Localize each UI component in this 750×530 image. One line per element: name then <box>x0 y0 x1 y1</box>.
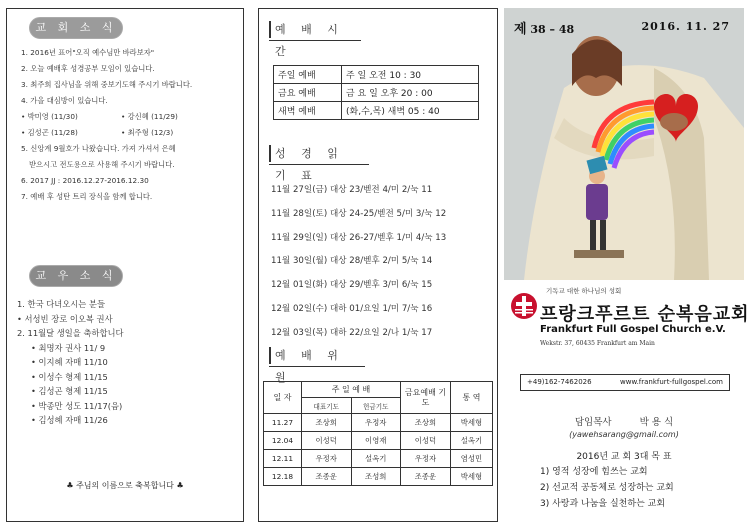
blessing-note: ♣ 주님의 이름으로 축복합니다 ♣ <box>66 481 184 490</box>
table-row <box>274 66 479 84</box>
cover-panel <box>504 8 750 522</box>
notice-item: 1. 2016년 표어"오직 예수님만 바라보자" <box>21 48 155 57</box>
visit-item: • 강신혜 (11/29) <box>121 112 178 121</box>
website-link[interactable]: www.frankfurt-fullgospel.com <box>620 378 723 386</box>
list-item: 11월 30일(월) 대상 28/벧후 2/미 5/눅 14 <box>271 256 433 267</box>
cell: 조종운 <box>401 468 451 486</box>
cell: 설옥기 <box>351 450 401 468</box>
issue-prefix: 제 <box>514 22 527 37</box>
church-logo-icon <box>510 292 538 320</box>
table-row <box>274 84 479 102</box>
cover-illustration <box>504 8 744 280</box>
col-header-leader-prayer: 대표기도 <box>302 398 352 414</box>
visit-item: • 김성곤 (11/28) <box>21 128 78 137</box>
col-header-friday: 금요예배 기도 <box>401 382 451 414</box>
cell: 12.11 <box>264 450 302 468</box>
cell: 12.04 <box>264 432 302 450</box>
cell: 박세형 <box>451 468 493 486</box>
col-header-offering-prayer: 헌금기도 <box>351 398 401 414</box>
cell: 우정자 <box>351 414 401 432</box>
list-item: 12월 02일(수) 대하 01/요일 1/미 7/눅 16 <box>271 303 433 314</box>
pastor-line <box>504 414 744 428</box>
schedule-panel <box>258 8 498 522</box>
bible-reading-list <box>271 179 446 346</box>
denomination: 기독교 대한 하나님의 성회 <box>546 287 622 295</box>
col-header-date: 일 자 <box>264 382 302 414</box>
bulletin-date: 2016. 11. 27 <box>641 20 730 33</box>
table-row <box>274 102 479 120</box>
cover-artwork <box>504 8 744 280</box>
list-item: 11월 29일(일) 대상 26-27/벧후 1/미 4/눅 13 <box>271 232 447 243</box>
pastor-name: 박 용 식 <box>639 417 674 428</box>
church-news-list <box>21 45 237 205</box>
church-address: Wekstr. 37, 60435 Frankfurt am Main <box>540 340 655 347</box>
visit-item: • 박미영 (11/30) <box>21 112 78 121</box>
notice-item: 6. 2017 JJ : 2016.12.27-2016.12.30 <box>21 176 149 185</box>
list-item: 12월 03일(목) 대하 22/요일 2/나 1/눅 17 <box>271 327 433 338</box>
list-item: 11월 27일(금) 대상 23/벧전 4/미 2/눅 11 <box>271 185 433 195</box>
notice-item: 7. 예배 후 성탄 트리 장식을 함께 합니다. <box>21 192 153 201</box>
birthday-item: • 이성수 형제 11/15 <box>31 371 108 382</box>
cell: 조상희 <box>302 414 352 432</box>
table-row <box>264 432 493 450</box>
member-item: 2. 11월달 생일을 축하합니다 <box>17 328 124 338</box>
birthday-item: • 김성혜 자매 11/26 <box>31 415 108 425</box>
cell: 조성희 <box>351 468 401 486</box>
cell: 이성덕 <box>302 432 352 450</box>
worship-name: 주일 예배 <box>274 66 342 84</box>
issue-value: 38 – 48 <box>530 23 575 36</box>
cell: 이성덕 <box>401 432 451 450</box>
worship-name: 새벽 예배 <box>274 102 342 120</box>
goals-title: 2016년 교 회 3대 목 표 <box>576 452 672 462</box>
contact-box <box>520 374 730 391</box>
cell: 조종운 <box>302 468 352 486</box>
list-item: 2) 선교적 공동체로 성장하는 교회 <box>540 483 674 493</box>
table-row <box>264 468 493 486</box>
member-item: 1. 한국 다녀오시는 분들 <box>17 299 105 309</box>
birthday-item: • 김성곤 형제 11/15 <box>31 386 108 396</box>
goals-list <box>540 464 674 512</box>
table-row <box>264 414 493 432</box>
worship-times-table <box>273 65 479 120</box>
visit-row <box>21 109 237 125</box>
worship-times-title: 예 배 시 간 <box>269 19 361 41</box>
birthday-item: • 최명자 권사 11/ 9 <box>31 342 106 353</box>
cell: 12.18 <box>264 468 302 486</box>
col-header-interpretation: 통 역 <box>451 382 493 414</box>
list-item: 3) 사랑과 나눔을 실천하는 교회 <box>540 499 666 509</box>
cell: 11.27 <box>264 414 302 432</box>
pastor-label: 담임목사 <box>574 417 612 428</box>
birthday-item: • 이지혜 자매 11/10 <box>31 357 108 367</box>
phone-number: +49)162-7462026 <box>527 378 592 386</box>
list-item: 11월 28일(토) 대상 24-25/벧전 5/미 3/눅 12 <box>271 208 447 219</box>
worship-name: 금요 예배 <box>274 84 342 102</box>
worship-committee-table <box>263 381 493 486</box>
issue-number <box>514 18 574 37</box>
pastor-email[interactable]: (yawehsarang@gmail.com) <box>569 430 679 439</box>
cell: 설옥기 <box>451 432 493 450</box>
church-news-panel <box>6 8 244 522</box>
member-news-list <box>17 297 237 428</box>
notice-item: 2. 오늘 예배후 성경공부 모임이 있습니다. <box>21 64 155 73</box>
worship-time: (화,수,목) 새벽 05 : 40 <box>342 102 479 120</box>
table-row <box>264 450 493 468</box>
notice-item: 받으시고 전도용으로 사용해 주시기 바랍니다. <box>29 160 175 169</box>
visit-row <box>21 125 237 141</box>
list-item: 12월 01일(화) 대상 29/벧후 3/미 6/눅 15 <box>271 280 433 291</box>
cell: 우정자 <box>302 450 352 468</box>
member-item: • 서성빈 장로 이오복 권사 <box>17 313 113 324</box>
cell: 염성민 <box>451 450 493 468</box>
church-news-title: 교 회 소 식 <box>29 17 123 39</box>
worship-committee-title: 예 배 위 원 <box>269 345 365 367</box>
worship-time: 금 요 일 오후 20 : 00 <box>342 84 479 102</box>
church-name-english: Frankfurt Full Gospel Church e.V. <box>540 324 726 335</box>
birthday-item: • 박종만 성도 11/17(음) <box>31 400 123 411</box>
church-name-korean: 프랑크푸르트 순복음교회 <box>540 304 750 325</box>
cell: 박세형 <box>451 414 493 432</box>
member-news-title: 교 우 소 식 <box>29 265 123 287</box>
notice-item: 3. 최주희 집사님을 위해 중보기도해 주시기 바랍니다. <box>21 80 193 89</box>
notice-item: 5. 신앙계 9월호가 나왔습니다. 가져 가셔서 은혜 <box>21 144 176 153</box>
cell: 우정자 <box>401 450 451 468</box>
bible-reading-title: 성 경 읽 기 표 <box>269 143 369 165</box>
worship-time: 주 일 오전 10 : 30 <box>346 71 422 81</box>
col-header-sunday: 주 일 예 배 <box>302 382 401 398</box>
cell: 조상희 <box>401 414 451 432</box>
list-item: 1) 영적 성장에 힘쓰는 교회 <box>540 467 648 477</box>
notice-item: 4. 가을 대심방이 있습니다. <box>21 96 108 105</box>
visit-item: • 최주형 (12/3) <box>121 128 174 137</box>
cell: 이영재 <box>351 432 401 450</box>
